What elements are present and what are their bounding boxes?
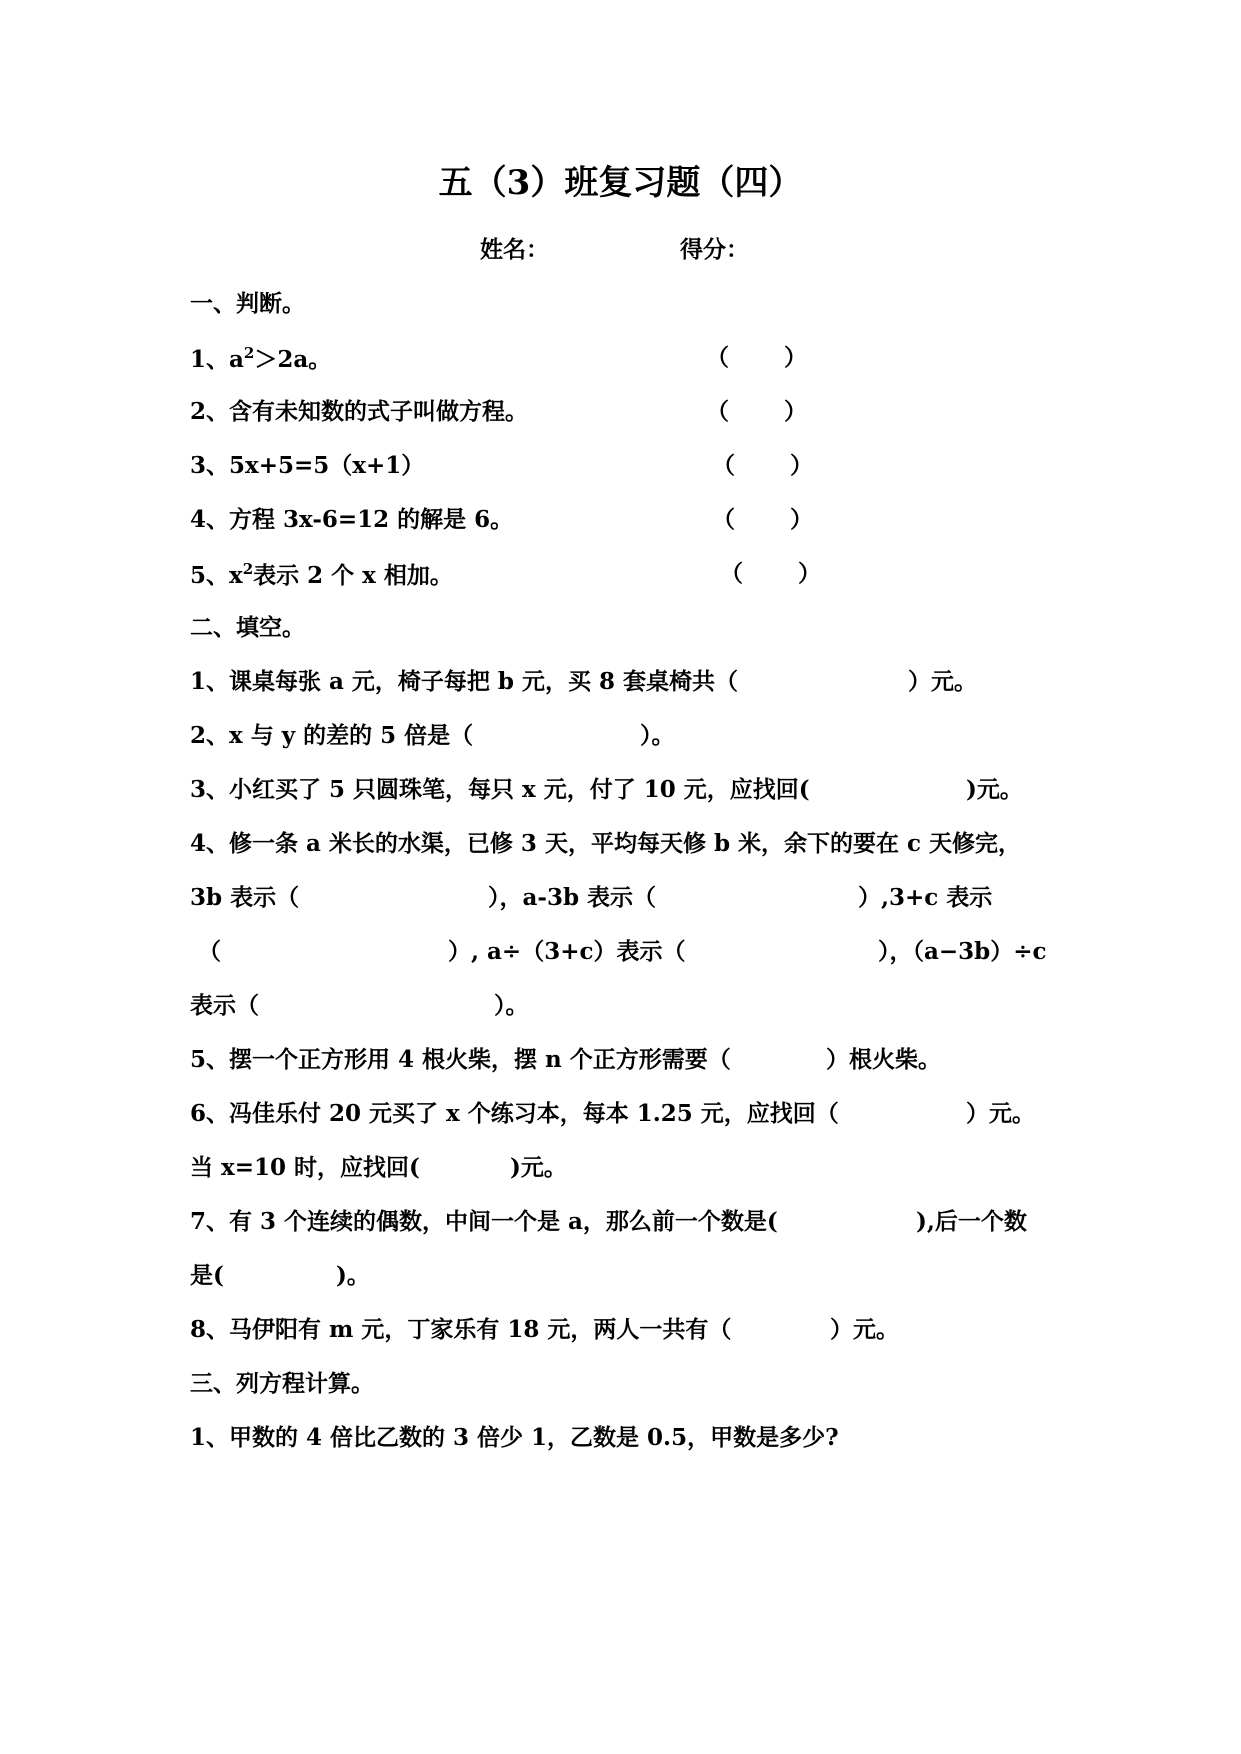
fill-question-5-text: 5、摆一个正方形用 4 根火柴，摆 n 个正方形需要（	[190, 1046, 731, 1073]
fill-question-8-text: 8、马伊阳有 m 元，丁家乐有 18 元，两人一共有（	[190, 1316, 732, 1343]
section-heading-equations: 三、列方程计算。	[190, 1370, 374, 1397]
fill-question-4-line-2a: 3b 表示（	[190, 884, 300, 911]
fill-question-4-line-2b: ），a-3b 表示（	[488, 884, 657, 911]
fill-question-2-end: ）。	[640, 722, 675, 749]
answer-paren-close: ）	[784, 398, 807, 425]
fill-question-1-text: 1、课桌每张 a 元，椅子每把 b 元，买 8 套桌椅共（	[190, 668, 739, 695]
fill-question-8-end: ）元。	[830, 1316, 899, 1343]
section-heading-fill-blank: 二、填空。	[190, 614, 305, 641]
fill-question-3-text: 3、小红买了 5 只圆珠笔，每只 x 元，付了 10 元，应找回(	[190, 776, 810, 803]
answer-paren-open: （	[706, 398, 729, 425]
fill-question-4-line-3b: ）, a÷（3+c）表示（	[448, 938, 686, 965]
answer-paren-open: （	[712, 506, 735, 533]
answer-paren-open: （	[720, 560, 743, 587]
section-heading-judgment: 一、判断。	[190, 290, 305, 317]
answer-paren-close: ）	[784, 344, 807, 371]
answer-paren-open: （	[712, 452, 735, 479]
fill-question-2-text: 2、x 与 y 的差的 5 倍是（	[190, 722, 474, 749]
answer-paren-open: （	[706, 344, 729, 371]
judgment-question-1: 1、$a^2>2a$。	[190, 344, 332, 373]
fill-question-4-line-2c: ）,3+c 表示	[858, 884, 993, 911]
judgment-question-3: 3、5x+5=5（x+1）	[190, 452, 425, 479]
answer-paren-close: ）	[798, 560, 821, 587]
answer-paren-close: ）	[790, 452, 813, 479]
fill-question-4-line-3a: （	[198, 938, 221, 965]
fill-question-7-line-2: 是(	[190, 1262, 224, 1289]
fill-question-7-text: 7、有 3 个连续的偶数，中间一个是 a，那么前一个数是(	[190, 1208, 778, 1235]
fill-question-4-line-4a: 表示（	[190, 992, 259, 1019]
fill-question-6-end: ）元。	[966, 1100, 1035, 1127]
fill-question-3-end: )元。	[966, 776, 1023, 803]
fill-question-4-line-4b: ）。	[494, 992, 529, 1019]
judgment-question-2: 2、含有未知数的式子叫做方程。	[190, 398, 529, 425]
fill-question-1-end: ）元。	[908, 668, 977, 695]
name-label: 姓名：	[480, 236, 549, 263]
fill-question-6-text: 6、冯佳乐付 20 元买了 x 个练习本，每本 1.25 元，应找回（	[190, 1100, 839, 1127]
fill-question-7-mid: ),后一个数	[916, 1208, 1027, 1235]
fill-question-7-line-2-end: )。	[336, 1262, 370, 1289]
fill-question-5-end: ）根火柴。	[826, 1046, 941, 1073]
score-label: 得分：	[680, 236, 749, 263]
fill-question-4-line-3c: ），（a−3b）÷c	[878, 938, 1047, 965]
answer-paren-close: ）	[790, 506, 813, 533]
judgment-question-4: 4、方程 3x-6=12 的解是 6。	[190, 506, 514, 533]
equation-question-1: 1、甲数的 4 倍比乙数的 3 倍少 1，乙数是 0.5，甲数是多少?	[190, 1424, 839, 1451]
fill-question-6-line-2: 当 x=10 时，应找回(	[190, 1154, 420, 1181]
page-title: 五（3）班复习题（四）	[438, 163, 803, 203]
fill-question-6-line-2-end: )元。	[510, 1154, 567, 1181]
fill-question-4-line-1: 4、修一条 a 米长的水渠，已修 3 天，平均每天修 b 米，余下的要在 c 天修完，	[190, 830, 1022, 857]
judgment-question-5: 5、$x^2$表示 2 个 x 相加。	[190, 560, 453, 589]
